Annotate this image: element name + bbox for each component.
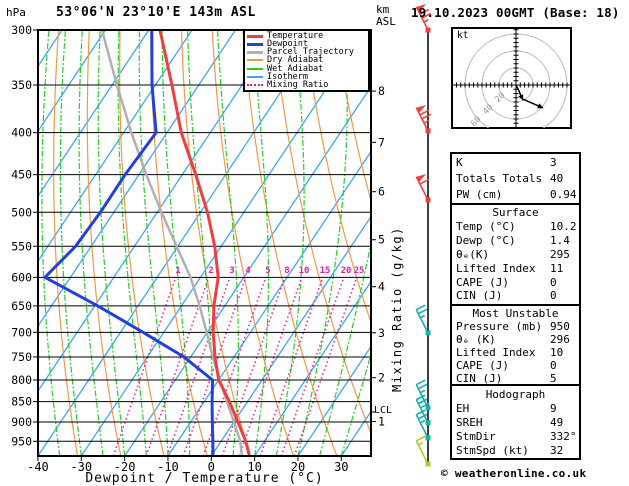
pressure-tick-label: 850 <box>11 394 32 409</box>
wet-adiabat-line <box>320 30 400 456</box>
index-box-header: Most Unstable <box>472 307 559 320</box>
pressure-tick-label: 550 <box>11 239 32 254</box>
hodograph <box>452 28 571 136</box>
temp-tick-label: -20 <box>113 460 136 474</box>
km-tick-label: 7 <box>378 135 385 150</box>
dry-adiabat-line <box>87 30 121 456</box>
pressure-tick-label: 700 <box>11 325 32 340</box>
index-row <box>456 402 579 415</box>
pressure-tick-label: 750 <box>11 349 32 364</box>
index-value: 296 <box>550 333 570 346</box>
legend-row <box>247 81 366 89</box>
temp-tick-label: 0 <box>207 460 215 474</box>
pressure-tick-label: 500 <box>11 205 32 220</box>
index-label: Dewp (°C) <box>456 234 516 248</box>
index-label: Lifted Index <box>456 346 536 359</box>
index-label: StmDir <box>456 429 496 443</box>
wind-barb-half-feather <box>420 421 424 423</box>
wind-barb-feather <box>418 309 427 314</box>
index-value: 332° <box>550 429 577 443</box>
mixing-ratio-label: 10 <box>298 266 310 276</box>
wet-adiabat-line <box>118 30 146 456</box>
profile-curves <box>45 30 250 456</box>
asl-axis-label: ASL <box>376 15 396 28</box>
pressure-tick-label: 900 <box>11 414 32 429</box>
index-row <box>456 248 579 261</box>
index-label: SREH <box>456 415 483 429</box>
mixing-ratio-label: 25 <box>353 266 365 276</box>
index-label: CAPE (J) <box>456 359 509 372</box>
index-row <box>456 220 579 233</box>
index-row <box>456 416 579 429</box>
wind-barb-half-feather <box>420 390 424 392</box>
index-label: PW (cm) <box>456 187 503 201</box>
index-label: StmSpd (kt) <box>456 443 529 457</box>
index-row <box>456 430 579 443</box>
isotherm-line <box>125 30 409 456</box>
pressure-tick-label: 350 <box>11 78 32 93</box>
index-row <box>456 156 579 169</box>
wind-barb-shaft <box>416 441 428 464</box>
km-tick-label: 6 <box>378 184 385 199</box>
dry-adiabat-line <box>274 30 380 456</box>
wind-barb-column <box>416 4 431 466</box>
temp-tick-label: 10 <box>247 460 262 474</box>
index-value: 10 <box>550 346 564 359</box>
mixing-ratio-label: 20 <box>340 266 352 276</box>
index-label: CAPE (J) <box>456 275 509 289</box>
index-value: 950 <box>550 320 570 333</box>
mixing-ratio-label: 1 <box>175 266 181 276</box>
index-value: 1.4 <box>550 234 570 248</box>
legend-swatch-mixing_ratio <box>247 84 263 86</box>
index-value: 0 <box>550 359 557 372</box>
hodograph-ring-label: 60 <box>469 114 484 129</box>
index-value: 5 <box>550 372 557 385</box>
legend-swatch-dewpoint <box>247 43 263 46</box>
station-title: 53°06'N 23°10'E 143m ASL <box>56 5 256 20</box>
index-value: 3 <box>550 156 557 170</box>
index-value: 49 <box>550 415 564 429</box>
lcl-marker-label: LCL <box>374 405 393 416</box>
index-value: 0 <box>550 289 557 303</box>
dry-adiabat-line <box>182 30 251 456</box>
index-value: 0.94 <box>550 187 577 201</box>
legend-label: Mixing Ratio <box>267 79 329 90</box>
legend-swatch-dry_adiabat <box>247 59 263 61</box>
legend-swatch-wet_adiabat <box>247 68 263 70</box>
temp-tick-label: 30 <box>334 460 349 474</box>
dry-adiabat-line <box>581 30 629 456</box>
km-tick-label: 5 <box>378 232 385 247</box>
index-row <box>456 234 579 247</box>
hodograph-box <box>452 28 571 128</box>
index-label: Pressure (mb) <box>456 320 543 333</box>
legend-label: Wet Adiabat <box>267 63 324 74</box>
temp-tick-label: -30 <box>70 460 93 474</box>
wind-barb-feather <box>416 436 425 441</box>
index-label: Temp (°C) <box>456 220 516 234</box>
index-box-header: Surface <box>492 206 539 220</box>
temp-tick-label: -10 <box>157 460 179 474</box>
mixing-ratio-line <box>222 278 284 456</box>
index-label: K <box>456 156 463 170</box>
temp-tick-label: -40 <box>27 460 49 474</box>
index-label: θₑ (K) <box>456 333 496 346</box>
km-axis-label: km <box>376 3 390 16</box>
index-row <box>456 333 579 346</box>
copyright-label: © weatheronline.co.uk <box>441 467 587 480</box>
wind-barb-half-feather <box>418 443 422 445</box>
hodograph-ring-label: 40 <box>481 102 496 117</box>
datetime-label: 19.10.2023 00GMT (Base: 18) <box>411 5 620 20</box>
index-box-hodograph <box>450 384 581 460</box>
km-tick-label: 4 <box>378 279 385 294</box>
mixing-ratio-label: 3 <box>229 266 235 276</box>
pressure-tick-label: 600 <box>11 270 32 285</box>
hodograph-ring-label: 20 <box>493 90 508 105</box>
index-label: θₑ(K) <box>456 247 490 261</box>
mixing-ratio-axis-label: Mixing Ratio (g/kg) <box>390 226 404 392</box>
index-row <box>456 359 579 372</box>
index-row <box>456 262 579 275</box>
pressure-tick-label: 650 <box>11 298 32 313</box>
mixing-ratio-label: 8 <box>284 266 290 276</box>
temp-tick-label: 20 <box>290 460 306 474</box>
legend-label: Temperature <box>267 31 324 42</box>
wind-barb-feather <box>422 114 431 119</box>
index-label: EH <box>456 401 470 415</box>
wind-barb-half-feather <box>424 20 428 22</box>
legend-label: Dewpoint <box>267 39 308 50</box>
index-label: Lifted Index <box>456 261 536 275</box>
pressure-tick-label: 950 <box>11 434 32 449</box>
mixing-ratio-label: 15 <box>319 266 331 276</box>
index-row <box>456 372 579 385</box>
mixing-ratio-line <box>294 278 356 456</box>
index-row <box>456 188 579 201</box>
pressure-tick-label: 400 <box>11 125 32 140</box>
legend-label: Isotherm <box>267 71 308 82</box>
legend-swatch-parcel <box>247 51 263 54</box>
index-box-header: Hodograph <box>485 387 546 401</box>
temperature-axis-title: Dewpoint / Temperature (°C) <box>85 471 324 486</box>
wet-adiabat-line <box>276 30 304 456</box>
index-row <box>456 346 579 359</box>
index-value: 10.2 <box>550 220 577 234</box>
mixing-ratio-label: 2 <box>208 266 214 276</box>
km-tick-label: 3 <box>378 325 385 340</box>
index-row <box>456 172 579 185</box>
index-row <box>456 289 579 302</box>
wet-adiabat-line <box>218 30 239 456</box>
km-tick-label: 2 <box>378 370 385 385</box>
km-tick-label: 1 <box>378 414 385 429</box>
index-box-surface <box>450 203 581 306</box>
indices-panel <box>450 152 581 460</box>
wind-barb-feather <box>416 380 425 385</box>
dry-adiabat-line <box>151 30 208 456</box>
index-row <box>456 276 579 289</box>
wet-adiabat-line <box>0 30 1 456</box>
legend-box <box>243 29 370 92</box>
index-label: CIN (J) <box>456 289 503 303</box>
index-row <box>456 444 579 457</box>
dry-adiabat-line <box>120 30 164 456</box>
pressure-tick-label: 800 <box>11 372 32 387</box>
dry-adiabat-line <box>612 30 629 456</box>
index-value: 11 <box>550 261 564 275</box>
pressure-axis-unit-label: hPa <box>6 6 26 19</box>
wind-barb-feather <box>418 384 427 389</box>
index-value: 32 <box>550 443 564 457</box>
legend-label: Parcel Trajectory <box>267 47 354 58</box>
index-value: 295 <box>550 247 570 261</box>
index-value: 40 <box>550 171 564 185</box>
hodograph-unit-label: kt <box>457 30 469 41</box>
index-label: CIN (J) <box>456 372 503 385</box>
index-label: Totals Totals <box>456 171 543 185</box>
index-row <box>456 320 579 333</box>
mixing-ratio-label: 4 <box>245 266 251 276</box>
index-value: 9 <box>550 401 557 415</box>
index-box-most-unstable <box>450 304 581 386</box>
wind-barb-shaft <box>416 310 428 333</box>
wind-barb-half-feather <box>420 315 424 317</box>
pressure-tick-label: 300 <box>11 23 32 37</box>
index-value: 0 <box>550 275 557 289</box>
isotherm-line <box>38 30 322 456</box>
wind-barb-feather <box>416 305 425 310</box>
legend-swatch-isotherm <box>247 76 263 78</box>
legend-swatch-temperature <box>247 35 263 38</box>
index-box-stability <box>450 152 581 205</box>
mixing-ratio-label: 5 <box>265 266 271 276</box>
legend-label: Dry Adiabat <box>267 55 324 66</box>
pressure-tick-label: 450 <box>11 167 32 182</box>
km-tick-label: 8 <box>378 84 385 99</box>
